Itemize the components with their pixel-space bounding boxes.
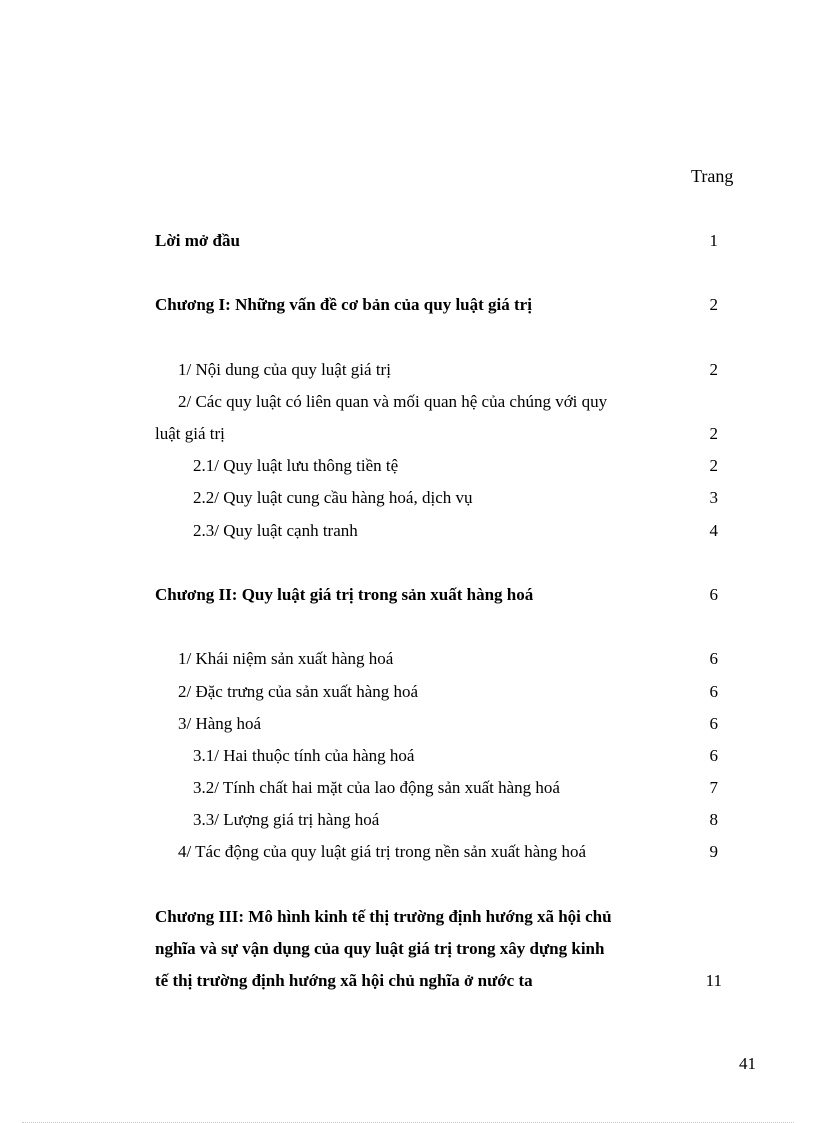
toc-page-ch1-s2-1: 2 — [709, 456, 718, 475]
toc-entry-ch2-s3-2: 3.2/ Tính chất hai mặt của lao động sản xuất hàng hoá — [193, 778, 560, 797]
toc-entry-chapter-3-line3: tế thị trường định hướng xã hội chủ nghĩa ở nước ta — [155, 971, 533, 990]
toc-entry-ch2-s4: 4/ Tác động của quy luật giá trị trong nền sản xuất hàng hoá — [178, 842, 587, 861]
toc-page-chapter-3: 11 — [705, 971, 722, 990]
toc-entry-ch1-s1: 1/ Nội dung của quy luật giá trị — [178, 360, 391, 379]
toc-page-ch2-s3-2: 7 — [709, 778, 718, 797]
page-number: 41 — [739, 1054, 756, 1073]
toc-entry-ch2-s2: 2/ Đặc trưng của sản xuất hàng hoá — [178, 682, 419, 701]
toc-page-ch2-s4: 9 — [709, 842, 718, 861]
toc-entry-ch1-s2-line1: 2/ Các quy luật có liên quan và mối quan hệ của chúng với quy — [178, 392, 608, 411]
toc-entry-intro: Lời mở đầu — [155, 231, 240, 250]
toc-entry-ch2-s3-3: 3.3/ Lượng giá trị hàng hoá — [193, 810, 380, 829]
toc-page-ch2-s3-1: 6 — [709, 746, 718, 765]
toc-entry-chapter-3-line2: nghĩa và sự vận dụng của quy luật giá trị trong xây dựng kinh — [155, 939, 605, 958]
toc-page-ch1-s2-3: 4 — [709, 521, 718, 540]
toc-page-chapter-2: 6 — [709, 585, 718, 604]
toc-entry-ch1-s2-1: 2.1/ Quy luật lưu thông tiền tệ — [193, 456, 399, 475]
toc-entry-ch1-s2-line2: luật giá trị — [155, 424, 225, 443]
toc-page-ch2-s2: 6 — [709, 682, 718, 701]
toc-page-ch2-s1: 6 — [709, 649, 718, 668]
toc-page-intro: 1 — [709, 231, 718, 250]
toc-page-ch2-s3-3: 8 — [709, 810, 718, 829]
toc-entry-ch2-s3: 3/ Hàng hoá — [178, 714, 262, 733]
toc-page-ch1-s2-2: 3 — [709, 488, 718, 507]
toc-entry-chapter-3-line1: Chương III: Mô hình kinh tế thị trường định hướng xã hội chủ — [155, 907, 612, 926]
toc-entry-ch2-s3-1: 3.1/ Hai thuộc tính của hàng hoá — [193, 746, 415, 765]
toc-page-ch2-s3: 6 — [709, 714, 718, 733]
toc-entry-ch1-s2-3: 2.3/ Quy luật cạnh tranh — [193, 521, 358, 540]
page-column-header: Trang — [691, 166, 734, 186]
toc-entry-ch1-s2-2: 2.2/ Quy luật cung cầu hàng hoá, dịch vụ — [193, 488, 473, 507]
toc-page-ch1-s2: 2 — [709, 424, 718, 443]
toc-entry-chapter-1: Chương I: Những vấn đề cơ bản của quy luật giá trị — [155, 295, 532, 314]
toc-page-chapter-1: 2 — [709, 295, 718, 314]
toc-page-ch1-s1: 2 — [709, 360, 718, 379]
toc-entry-ch2-s1: 1/ Khái niệm sản xuất hàng hoá — [178, 649, 394, 668]
toc-entry-chapter-2: Chương II: Quy luật giá trị trong sản xuất hàng hoá — [155, 585, 534, 604]
